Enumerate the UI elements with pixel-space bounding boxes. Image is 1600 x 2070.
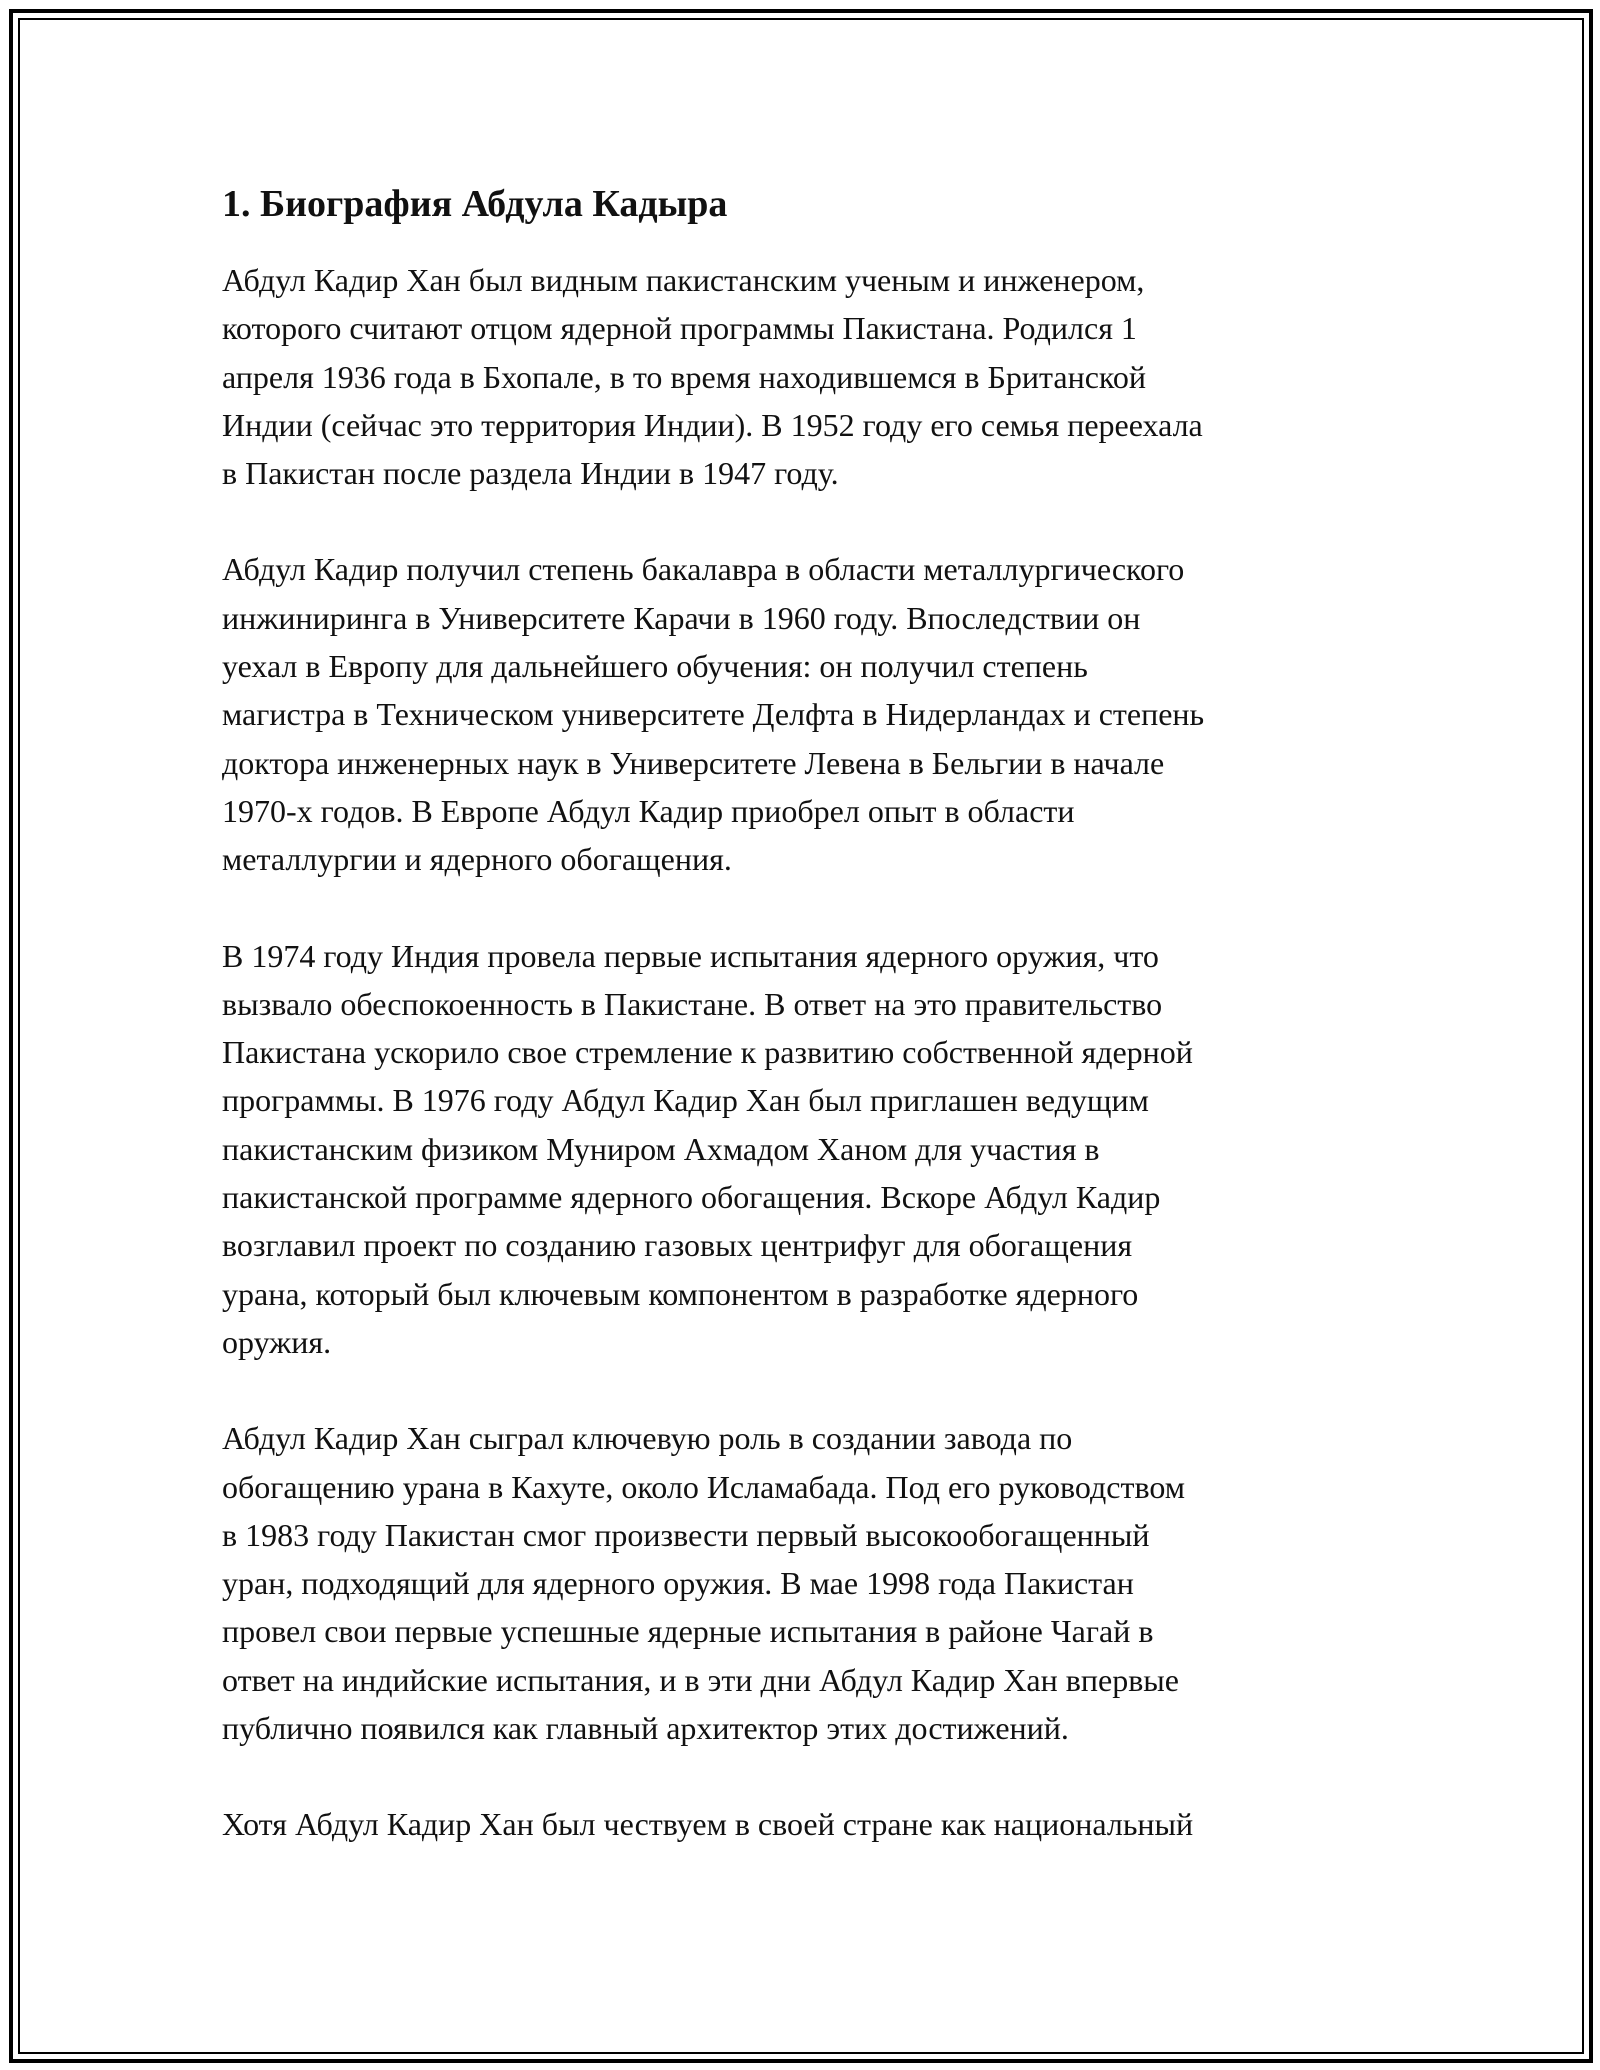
text-line: 1970-х годов. В Европе Абдул Кадир приобрел опыт в области bbox=[222, 792, 1075, 829]
text-line: которого считают отцом ядерной программы Пакистана. Родился 1 bbox=[222, 310, 1137, 347]
text-line: Хотя Абдул Кадир Хан был чествуем в своей стране как национальный bbox=[222, 1806, 1194, 1843]
text-line: вызвало обеспокоенность в Пакистане. В ответ на это правительство bbox=[222, 985, 1163, 1022]
text-line: Абдул Кадир Хан был видным пакистанским ученым и инженером, bbox=[222, 262, 1145, 298]
paragraph-nuclear-program bbox=[222, 932, 1372, 1367]
text-line: провел свои первые успешные ядерные испытания в районе Чагай в bbox=[222, 1613, 1154, 1650]
text-line: урана, который был ключевым компонентом в разработке ядерного bbox=[222, 1275, 1139, 1312]
document-body bbox=[222, 178, 1372, 1849]
text-line: в Пакистан после раздела Индии в 1947 году. bbox=[222, 455, 839, 492]
text-line: Пакистана ускорило свое стремление к развитию собственной ядерной bbox=[222, 1034, 1193, 1071]
text-line: магистра в Техническом университете Делфта в Нидерландах и степень bbox=[222, 696, 1205, 733]
text-line: ответ на индийские испытания, и в эти дни Абдул Кадир Хан впервые bbox=[222, 1661, 1179, 1698]
paragraph-national-hero bbox=[222, 1800, 1372, 1848]
text-line: доктора инженерных наук в Университете Левена в Бельгии в начале bbox=[222, 744, 1165, 781]
paragraph-kahuta bbox=[222, 1414, 1372, 1752]
text-line: пакистанским физиком Муниром Ахмадом Ханом для участия в bbox=[222, 1130, 1100, 1167]
text-line: оружия. bbox=[222, 1323, 332, 1360]
paragraph-birth bbox=[222, 256, 1372, 497]
text-line: Абдул Кадир Хан сыграл ключевую роль в создании завода по bbox=[222, 1420, 1073, 1457]
text-line: уехал в Европу для дальнейшего обучения: он получил степень bbox=[222, 648, 1088, 685]
text-line: Индии (сейчас это территория Индии). В 1952 году его семья переехала bbox=[222, 406, 1203, 443]
text-line: инжиниринга в Университете Карачи в 1960 году. Впоследствии он bbox=[222, 599, 1141, 636]
paragraph-education bbox=[222, 545, 1372, 883]
text-line: пакистанской программе ядерного обогащения. Вскоре Абдул Кадир bbox=[222, 1179, 1161, 1216]
text-line: уран, подходящий для ядерного оружия. В мае 1998 года Пакистан bbox=[222, 1565, 1134, 1602]
text-line: В 1974 году Индия провела первые испытания ядерного оружия, что bbox=[222, 937, 1159, 974]
text-line: возглавил проект по созданию газовых центрифуг для обогащения bbox=[222, 1227, 1133, 1264]
text-line: в 1983 году Пакистан смог произвести первый высокообогащенный bbox=[222, 1516, 1150, 1553]
section-heading: 1. Биография Абдула Кадыра bbox=[222, 183, 728, 225]
text-line: публично появился как главный архитектор этих достижений. bbox=[222, 1710, 1069, 1747]
text-line: металлургии и ядерного обогащения. bbox=[222, 841, 732, 878]
text-line: обогащению урана в Кахуте, около Исламабада. Под его руководством bbox=[222, 1468, 1185, 1505]
text-line: Абдул Кадир получил степень бакалавра в области металлургического bbox=[222, 551, 1185, 588]
text-line: программы. В 1976 году Абдул Кадир Хан был приглашен ведущим bbox=[222, 1082, 1149, 1119]
text-line: апреля 1936 года в Бхопале, в то время находившемся в Британской bbox=[222, 358, 1146, 395]
